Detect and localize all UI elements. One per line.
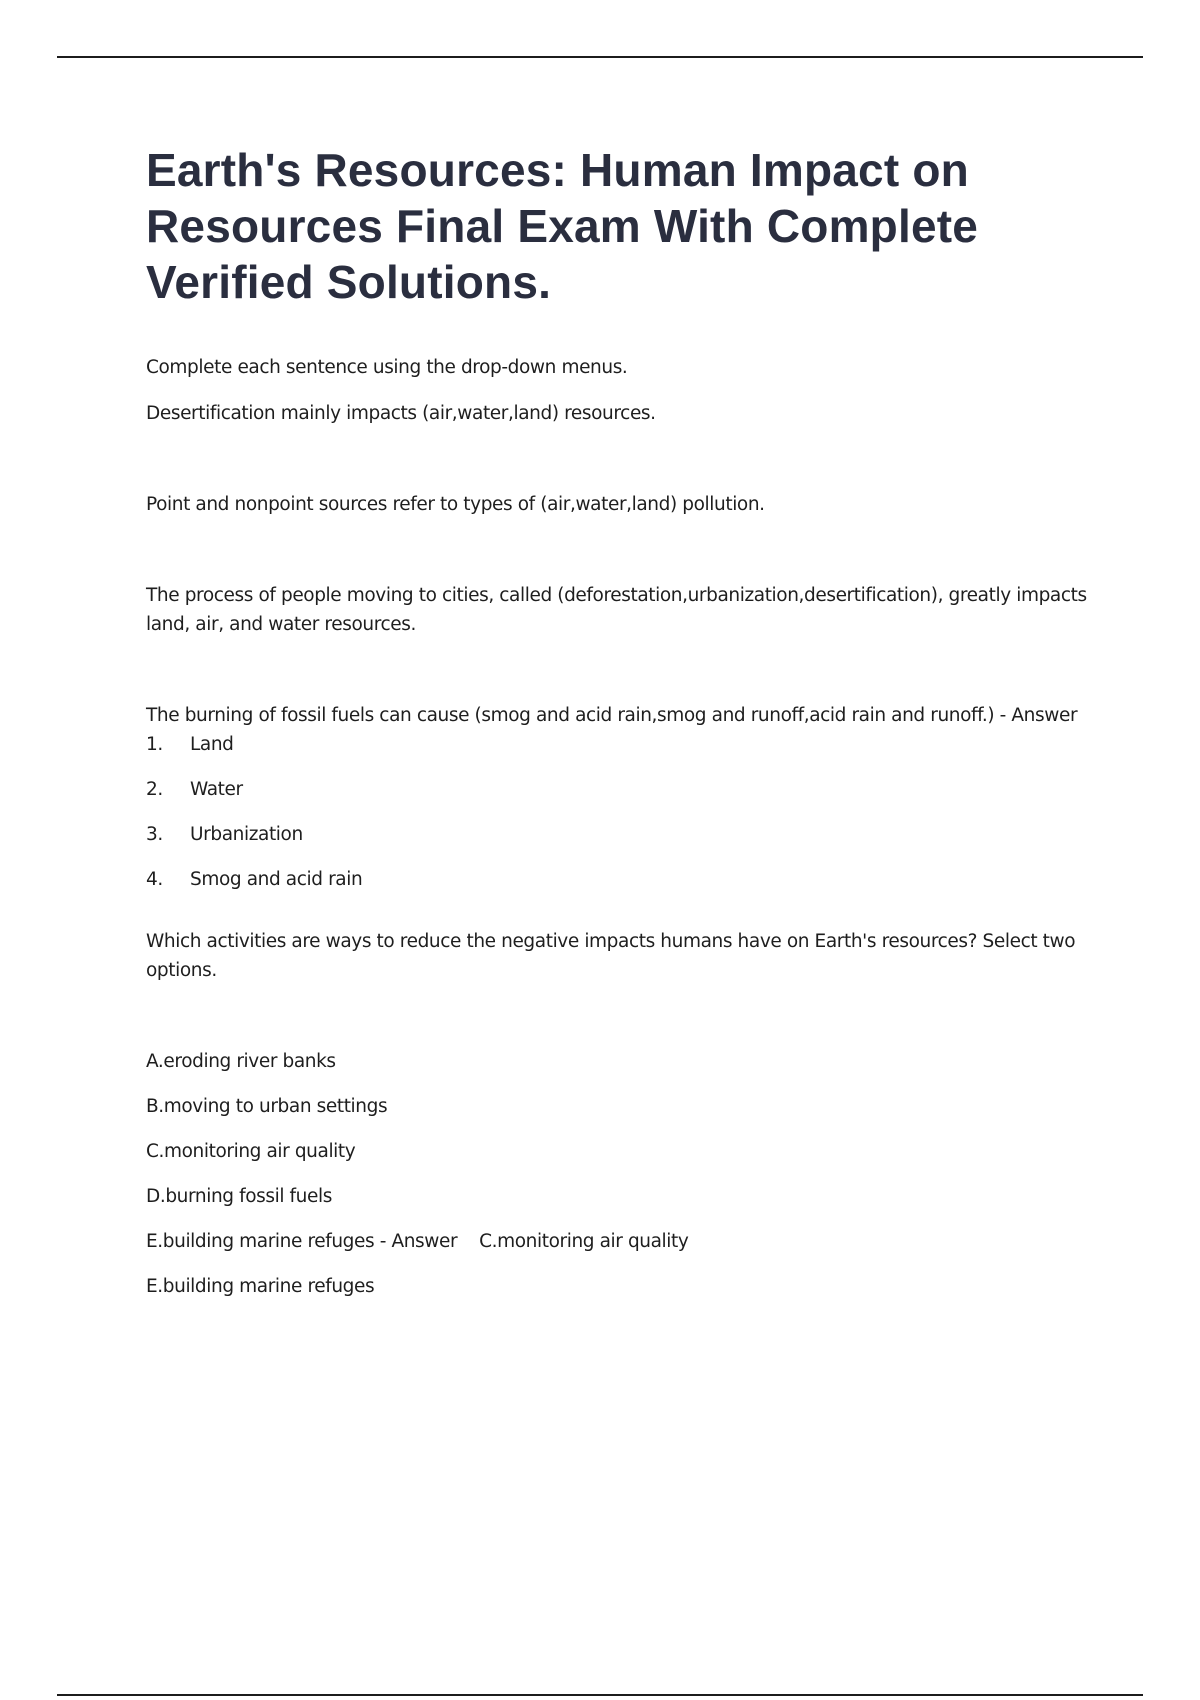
answer-list <box>146 730 1091 910</box>
question-4: The burning of fossil fuels can cause (smog and acid rain,smog and runoff,acid rain and runoff.) - Answer <box>146 705 1078 726</box>
answer-number: 2. <box>146 779 163 800</box>
answer-text: Urbanization <box>190 824 303 845</box>
document-title: Earth's Resources: Human Impact on Resources Final Exam With Complete Verified Solutions. <box>146 144 979 308</box>
answer-text: Smog and acid rain <box>190 869 363 890</box>
document-body <box>146 142 1091 1317</box>
footer-rule <box>57 1694 1143 1696</box>
option-item: E.building marine refuges - Answer C.monitoring air quality <box>146 1231 689 1252</box>
answer-item <box>146 730 1091 775</box>
question-3: The process of people moving to cities, called (deforestation,urbanization,desertification), greatly impacts land, air, and water resources. <box>146 585 1087 635</box>
question-2: Point and nonpoint sources refer to types of (air,water,land) pollution. <box>146 494 765 515</box>
question-5: Which activities are ways to reduce the negative impacts humans have on Earth's resources? Select two options. <box>146 931 1076 981</box>
question-section <box>146 353 1091 1317</box>
option-item: C.monitoring air quality <box>146 1141 356 1162</box>
option-item: D.burning fossil fuels <box>146 1186 332 1207</box>
answer-item <box>146 775 1091 820</box>
answer-text: Water <box>190 779 243 800</box>
option-item: A.eroding river banks <box>146 1051 336 1072</box>
option-item: E.building marine refuges <box>146 1276 375 1297</box>
answer-number: 1. <box>146 734 163 755</box>
option-item: B.moving to urban settings <box>146 1096 388 1117</box>
answer-item <box>146 820 1091 865</box>
answer-text: Land <box>190 734 234 755</box>
answer-item <box>146 865 1091 910</box>
header-rule <box>57 56 1143 58</box>
option-list <box>146 1047 1091 1317</box>
answer-number: 4. <box>146 869 163 890</box>
answer-number: 3. <box>146 824 163 845</box>
instructions: Complete each sentence using the drop-down menus. <box>146 357 628 378</box>
question-1: Desertification mainly impacts (air,water,land) resources. <box>146 403 656 424</box>
